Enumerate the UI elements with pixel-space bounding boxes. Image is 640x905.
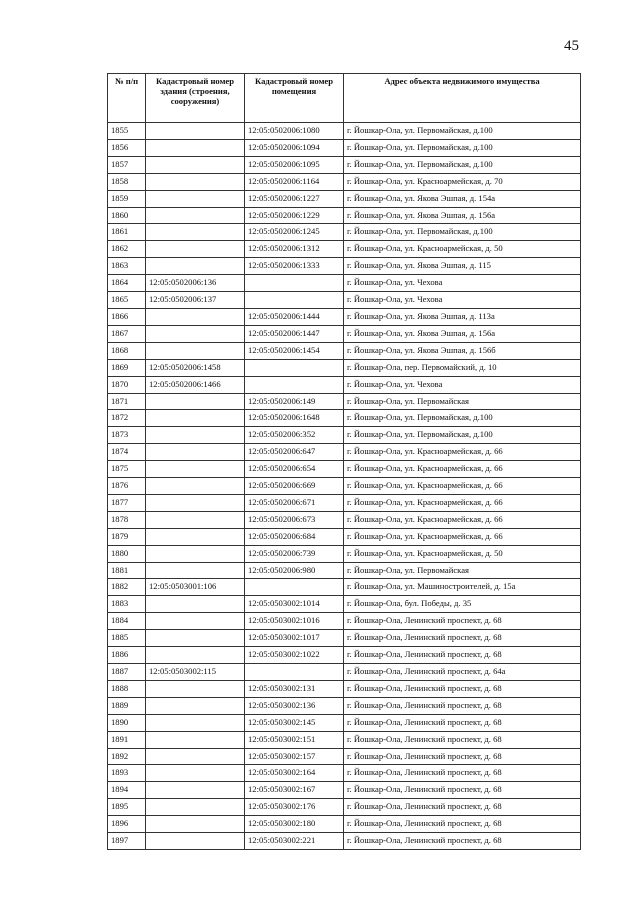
- cell-row-number: 1860: [108, 207, 146, 224]
- table-row: [108, 410, 581, 427]
- cell-premises-cadastral-number: 12:05:0502006:669: [245, 478, 344, 495]
- cell-address: г. Йошкар-Ола, ул. Чехова: [344, 292, 581, 309]
- table-row: [108, 376, 581, 393]
- cell-building-cadastral-number: 12:05:0502006:1466: [146, 376, 245, 393]
- cell-premises-cadastral-number: 12:05:0503002:157: [245, 748, 344, 765]
- cell-address: г. Йошкар-Ола, Ленинский проспект, д. 64а: [344, 664, 581, 681]
- cell-row-number: 1861: [108, 224, 146, 241]
- cell-row-number: 1865: [108, 292, 146, 309]
- cell-building-cadastral-number: [146, 123, 245, 140]
- cell-building-cadastral-number: [146, 647, 245, 664]
- cell-address: г. Йошкар-Ола, Ленинский проспект, д. 68: [344, 630, 581, 647]
- cell-building-cadastral-number: [146, 224, 245, 241]
- cell-address: г. Йошкар-Ола, Ленинский проспект, д. 68: [344, 613, 581, 630]
- table-row: [108, 139, 581, 156]
- cell-premises-cadastral-number: [245, 292, 344, 309]
- table-row: [108, 816, 581, 833]
- cell-row-number: 1856: [108, 139, 146, 156]
- cell-row-number: 1895: [108, 799, 146, 816]
- cell-premises-cadastral-number: [245, 664, 344, 681]
- cell-building-cadastral-number: [146, 816, 245, 833]
- table-row: [108, 680, 581, 697]
- cell-row-number: 1862: [108, 241, 146, 258]
- cell-row-number: 1866: [108, 308, 146, 325]
- cell-address: г. Йошкар-Ола, ул. Машиностроителей, д. 15а: [344, 579, 581, 596]
- cell-building-cadastral-number: [146, 393, 245, 410]
- cell-premises-cadastral-number: 12:05:0502006:1095: [245, 156, 344, 173]
- cell-building-cadastral-number: [146, 190, 245, 207]
- cell-premises-cadastral-number: 12:05:0502006:1245: [245, 224, 344, 241]
- cell-row-number: 1886: [108, 647, 146, 664]
- table-row: [108, 664, 581, 681]
- cell-premises-cadastral-number: [245, 376, 344, 393]
- cell-premises-cadastral-number: 12:05:0502006:1447: [245, 325, 344, 342]
- cell-address: г. Йошкар-Ола, Ленинский проспект, д. 68: [344, 697, 581, 714]
- cell-row-number: 1896: [108, 816, 146, 833]
- cell-row-number: 1881: [108, 562, 146, 579]
- cell-building-cadastral-number: [146, 478, 245, 495]
- cell-premises-cadastral-number: 12:05:0502006:739: [245, 545, 344, 562]
- cell-row-number: 1889: [108, 697, 146, 714]
- cell-address: г. Йошкар-Ола, ул. Красноармейская, д. 66: [344, 478, 581, 495]
- table-row: [108, 697, 581, 714]
- cell-address: г. Йошкар-Ола, ул. Первомайская, д.100: [344, 139, 581, 156]
- cell-premises-cadastral-number: 12:05:0503002:145: [245, 714, 344, 731]
- cell-row-number: 1871: [108, 393, 146, 410]
- table-row: [108, 731, 581, 748]
- cell-row-number: 1874: [108, 444, 146, 461]
- table-row: [108, 494, 581, 511]
- cell-address: г. Йошкар-Ола, Ленинский проспект, д. 68: [344, 731, 581, 748]
- table-row: [108, 562, 581, 579]
- cell-premises-cadastral-number: 12:05:0503002:176: [245, 799, 344, 816]
- cell-building-cadastral-number: [146, 833, 245, 850]
- table-row: [108, 292, 581, 309]
- table-row: [108, 275, 581, 292]
- cell-address: г. Йошкар-Ола, ул. Первомайская, д.100: [344, 224, 581, 241]
- cell-address: г. Йошкар-Ола, ул. Красноармейская, д. 66: [344, 511, 581, 528]
- cell-premises-cadastral-number: 12:05:0502006:1094: [245, 139, 344, 156]
- cell-row-number: 1859: [108, 190, 146, 207]
- cell-building-cadastral-number: 12:05:0502006:136: [146, 275, 245, 292]
- cell-premises-cadastral-number: 12:05:0502006:1312: [245, 241, 344, 258]
- cell-address: г. Йошкар-Ола, Ленинский проспект, д. 68: [344, 799, 581, 816]
- cell-building-cadastral-number: [146, 173, 245, 190]
- property-table: [107, 73, 581, 850]
- cell-building-cadastral-number: [146, 342, 245, 359]
- table-body: [108, 123, 581, 850]
- table-row: [108, 393, 581, 410]
- cell-premises-cadastral-number: 12:05:0502006:654: [245, 461, 344, 478]
- table-row: [108, 748, 581, 765]
- cell-row-number: 1878: [108, 511, 146, 528]
- cell-premises-cadastral-number: 12:05:0502006:1229: [245, 207, 344, 224]
- cell-row-number: 1875: [108, 461, 146, 478]
- table-row: [108, 308, 581, 325]
- table-row: [108, 173, 581, 190]
- cell-building-cadastral-number: [146, 782, 245, 799]
- cell-premises-cadastral-number: 12:05:0503002:1014: [245, 596, 344, 613]
- table-row: [108, 359, 581, 376]
- table-row: [108, 647, 581, 664]
- cell-address: г. Йошкар-Ола, пер. Первомайский, д. 10: [344, 359, 581, 376]
- table-row: [108, 630, 581, 647]
- cell-premises-cadastral-number: 12:05:0503002:1022: [245, 647, 344, 664]
- cell-premises-cadastral-number: 12:05:0503002:167: [245, 782, 344, 799]
- cell-address: г. Йошкар-Ола, ул. Красноармейская, д. 66: [344, 528, 581, 545]
- cell-premises-cadastral-number: 12:05:0502006:671: [245, 494, 344, 511]
- cell-address: г. Йошкар-Ола, Ленинский проспект, д. 68: [344, 680, 581, 697]
- cell-premises-cadastral-number: 12:05:0502006:352: [245, 427, 344, 444]
- cell-building-cadastral-number: [146, 139, 245, 156]
- cell-address: г. Йошкар-Ола, Ленинский проспект, д. 68: [344, 748, 581, 765]
- table-row: [108, 782, 581, 799]
- cell-building-cadastral-number: [146, 545, 245, 562]
- cell-address: г. Йошкар-Ола, ул. Красноармейская, д. 70: [344, 173, 581, 190]
- cell-address: г. Йошкар-Ола, Ленинский проспект, д. 68: [344, 816, 581, 833]
- cell-row-number: 1885: [108, 630, 146, 647]
- cell-building-cadastral-number: [146, 748, 245, 765]
- table-row: [108, 765, 581, 782]
- table-row: [108, 444, 581, 461]
- cell-premises-cadastral-number: 12:05:0502006:1333: [245, 258, 344, 275]
- cell-premises-cadastral-number: 12:05:0502006:1080: [245, 123, 344, 140]
- cell-building-cadastral-number: [146, 427, 245, 444]
- cell-address: г. Йошкар-Ола, ул. Красноармейская, д. 66: [344, 461, 581, 478]
- cell-address: г. Йошкар-Ола, ул. Чехова: [344, 275, 581, 292]
- cell-row-number: 1876: [108, 478, 146, 495]
- cell-address: г. Йошкар-Ола, Ленинский проспект, д. 68: [344, 833, 581, 850]
- table-row: [108, 714, 581, 731]
- cell-premises-cadastral-number: 12:05:0502006:1164: [245, 173, 344, 190]
- cell-building-cadastral-number: [146, 207, 245, 224]
- cell-row-number: 1869: [108, 359, 146, 376]
- table-row: [108, 799, 581, 816]
- cell-address: г. Йошкар-Ола, ул. Якова Эшпая, д. 115: [344, 258, 581, 275]
- cell-row-number: 1882: [108, 579, 146, 596]
- table-header-row: [108, 74, 581, 123]
- cell-building-cadastral-number: [146, 528, 245, 545]
- cell-premises-cadastral-number: 12:05:0503002:180: [245, 816, 344, 833]
- cell-building-cadastral-number: 12:05:0503002:115: [146, 664, 245, 681]
- cell-row-number: 1888: [108, 680, 146, 697]
- cell-premises-cadastral-number: [245, 359, 344, 376]
- cell-row-number: 1873: [108, 427, 146, 444]
- cell-address: г. Йошкар-Ола, ул. Первомайская: [344, 393, 581, 410]
- cell-building-cadastral-number: [146, 596, 245, 613]
- header-row-number: № п/п: [108, 74, 146, 123]
- cell-address: г. Йошкар-Ола, Ленинский проспект, д. 68: [344, 647, 581, 664]
- header-premises-cadastral-number: Кадастровый номер помещения: [245, 74, 344, 123]
- cell-building-cadastral-number: [146, 680, 245, 697]
- cell-row-number: 1887: [108, 664, 146, 681]
- cell-premises-cadastral-number: 12:05:0502006:1227: [245, 190, 344, 207]
- cell-row-number: 1897: [108, 833, 146, 850]
- cell-row-number: 1872: [108, 410, 146, 427]
- cell-row-number: 1891: [108, 731, 146, 748]
- table-row: [108, 224, 581, 241]
- cell-address: г. Йошкар-Ола, ул. Якова Эшпая, д. 154а: [344, 190, 581, 207]
- table-row: [108, 342, 581, 359]
- cell-building-cadastral-number: 12:05:0502006:137: [146, 292, 245, 309]
- cell-premises-cadastral-number: [245, 579, 344, 596]
- cell-row-number: 1890: [108, 714, 146, 731]
- cell-row-number: 1877: [108, 494, 146, 511]
- cell-building-cadastral-number: 12:05:0503001:106: [146, 579, 245, 596]
- cell-address: г. Йошкар-Ола, ул. Якова Эшпая, д. 156б: [344, 342, 581, 359]
- cell-building-cadastral-number: [146, 444, 245, 461]
- cell-premises-cadastral-number: 12:05:0502006:980: [245, 562, 344, 579]
- cell-address: г. Йошкар-Ола, ул. Красноармейская, д. 50: [344, 545, 581, 562]
- table-row: [108, 258, 581, 275]
- cell-address: г. Йошкар-Ола, Ленинский проспект, д. 68: [344, 765, 581, 782]
- cell-building-cadastral-number: [146, 630, 245, 647]
- table-row: [108, 613, 581, 630]
- cell-address: г. Йошкар-Ола, ул. Якова Эшпая, д. 156а: [344, 207, 581, 224]
- cell-premises-cadastral-number: 12:05:0502006:684: [245, 528, 344, 545]
- cell-row-number: 1880: [108, 545, 146, 562]
- cell-premises-cadastral-number: 12:05:0503002:164: [245, 765, 344, 782]
- cell-building-cadastral-number: [146, 714, 245, 731]
- header-address: Адрес объекта недвижимого имущества: [344, 74, 581, 123]
- cell-address: г. Йошкар-Ола, ул. Красноармейская, д. 66: [344, 494, 581, 511]
- cell-building-cadastral-number: [146, 511, 245, 528]
- cell-row-number: 1857: [108, 156, 146, 173]
- cell-premises-cadastral-number: 12:05:0503002:1017: [245, 630, 344, 647]
- cell-building-cadastral-number: [146, 258, 245, 275]
- cell-building-cadastral-number: [146, 325, 245, 342]
- cell-row-number: 1855: [108, 123, 146, 140]
- cell-row-number: 1894: [108, 782, 146, 799]
- page-number: 45: [564, 38, 579, 54]
- cell-address: г. Йошкар-Ола, ул. Якова Эшпая, д. 113а: [344, 308, 581, 325]
- table-row: [108, 241, 581, 258]
- table-row: [108, 190, 581, 207]
- cell-address: г. Йошкар-Ола, ул. Первомайская, д.100: [344, 410, 581, 427]
- cell-address: г. Йошкар-Ола, бул. Победы, д. 35: [344, 596, 581, 613]
- cell-address: г. Йошкар-Ола, ул. Красноармейская, д. 66: [344, 444, 581, 461]
- cell-building-cadastral-number: [146, 731, 245, 748]
- cell-row-number: 1870: [108, 376, 146, 393]
- cell-premises-cadastral-number: 12:05:0503002:136: [245, 697, 344, 714]
- cell-building-cadastral-number: [146, 613, 245, 630]
- cell-building-cadastral-number: [146, 765, 245, 782]
- cell-address: г. Йошкар-Ола, ул. Якова Эшпая, д. 156а: [344, 325, 581, 342]
- cell-premises-cadastral-number: 12:05:0503002:151: [245, 731, 344, 748]
- cell-row-number: 1867: [108, 325, 146, 342]
- cell-address: г. Йошкар-Ола, ул. Первомайская, д.100: [344, 156, 581, 173]
- table-row: [108, 325, 581, 342]
- cell-premises-cadastral-number: 12:05:0502006:1648: [245, 410, 344, 427]
- table-row: [108, 156, 581, 173]
- cell-building-cadastral-number: [146, 308, 245, 325]
- cell-row-number: 1868: [108, 342, 146, 359]
- cell-address: г. Йошкар-Ола, ул. Первомайская, д.100: [344, 427, 581, 444]
- cell-building-cadastral-number: [146, 461, 245, 478]
- table-row: [108, 596, 581, 613]
- cell-row-number: 1892: [108, 748, 146, 765]
- cell-building-cadastral-number: [146, 156, 245, 173]
- cell-building-cadastral-number: 12:05:0502006:1458: [146, 359, 245, 376]
- table-row: [108, 579, 581, 596]
- cell-address: г. Йошкар-Ола, ул. Первомайская, д.100: [344, 123, 581, 140]
- cell-row-number: 1858: [108, 173, 146, 190]
- cell-premises-cadastral-number: 12:05:0502006:149: [245, 393, 344, 410]
- table-row: [108, 478, 581, 495]
- cell-premises-cadastral-number: 12:05:0503002:1016: [245, 613, 344, 630]
- cell-row-number: 1863: [108, 258, 146, 275]
- cell-address: г. Йошкар-Ола, Ленинский проспект, д. 68: [344, 782, 581, 799]
- cell-premises-cadastral-number: 12:05:0503002:131: [245, 680, 344, 697]
- cell-premises-cadastral-number: 12:05:0503002:221: [245, 833, 344, 850]
- table-row: [108, 461, 581, 478]
- table-row: [108, 123, 581, 140]
- table-row: [108, 545, 581, 562]
- cell-address: г. Йошкар-Ола, ул. Красноармейская, д. 50: [344, 241, 581, 258]
- cell-premises-cadastral-number: 12:05:0502006:1454: [245, 342, 344, 359]
- cell-row-number: 1864: [108, 275, 146, 292]
- cell-premises-cadastral-number: 12:05:0502006:1444: [245, 308, 344, 325]
- cell-building-cadastral-number: [146, 494, 245, 511]
- table-row: [108, 207, 581, 224]
- cell-premises-cadastral-number: 12:05:0502006:673: [245, 511, 344, 528]
- cell-building-cadastral-number: [146, 562, 245, 579]
- cell-building-cadastral-number: [146, 241, 245, 258]
- cell-row-number: 1879: [108, 528, 146, 545]
- cell-building-cadastral-number: [146, 410, 245, 427]
- cell-address: г. Йошкар-Ола, Ленинский проспект, д. 68: [344, 714, 581, 731]
- table-row: [108, 427, 581, 444]
- header-building-cadastral-number: Кадастровый номер здания (строения, сооружения): [146, 74, 245, 123]
- table-row: [108, 528, 581, 545]
- cell-address: г. Йошкар-Ола, ул. Чехова: [344, 376, 581, 393]
- cell-row-number: 1893: [108, 765, 146, 782]
- cell-premises-cadastral-number: [245, 275, 344, 292]
- table-row: [108, 511, 581, 528]
- cell-row-number: 1883: [108, 596, 146, 613]
- cell-premises-cadastral-number: 12:05:0502006:647: [245, 444, 344, 461]
- cell-address: г. Йошкар-Ола, ул. Первомайская: [344, 562, 581, 579]
- table-row: [108, 833, 581, 850]
- cell-row-number: 1884: [108, 613, 146, 630]
- cell-building-cadastral-number: [146, 799, 245, 816]
- cell-building-cadastral-number: [146, 697, 245, 714]
